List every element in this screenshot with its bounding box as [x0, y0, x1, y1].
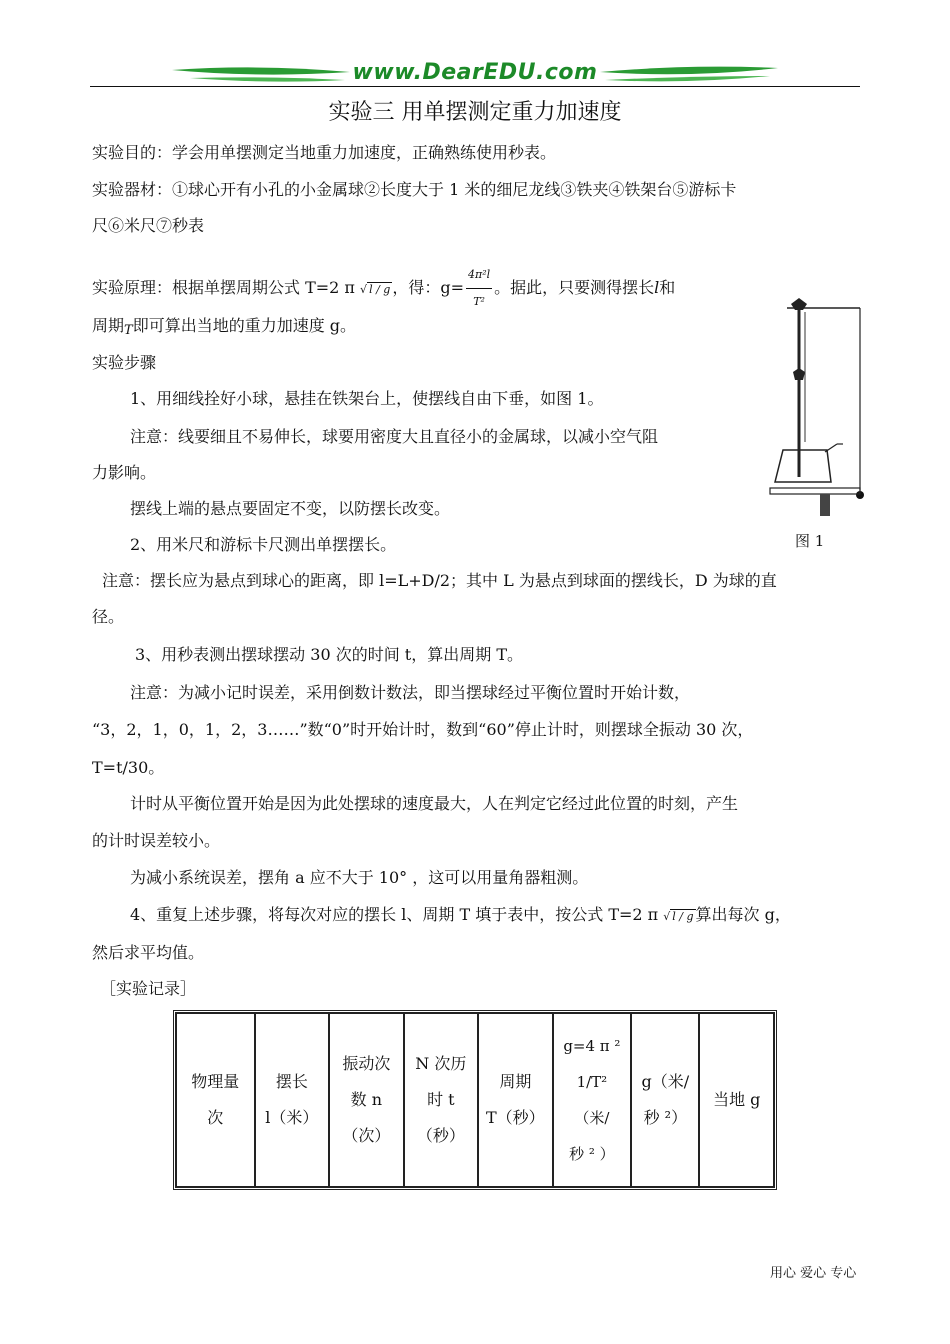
record-table — [173, 1010, 777, 1190]
principle-prefix: 实验原理：根据单摆周期公式 T=2 π — [92, 278, 361, 297]
step-2: 2、用米尺和游标卡尺测出单摆摆长。 — [130, 535, 397, 554]
figure-caption: 图 1 — [795, 532, 825, 550]
table-header-cell: N 次历 时 t （秒） — [404, 1013, 478, 1187]
principle-line2-suffix: 即可算出当地的重力加速度 g。 — [132, 316, 357, 335]
record-heading: ［实验记录］ — [100, 979, 197, 998]
purpose-line: 实验目的：学会用单摆测定当地重力加速度，正确熟练使用秒表。 — [92, 143, 557, 162]
table-header-cell: 周期 T（秒） — [478, 1013, 552, 1187]
timing-line-1: 计时从平衡位置开始是因为此处摆球的速度最大，人在判定它经过此位置的时刻，产生 — [130, 794, 739, 813]
note-2-line-1: 注意：摆长应为悬点到球心的距离，即 l=L+D/2；其中 L 为悬点到球面的摆线长，D 为球的直 — [102, 571, 777, 590]
principle-suffix: 。据此，只要测得摆长 — [494, 278, 655, 297]
principle-line-2 — [92, 316, 356, 341]
principle-line2-prefix: 周期 — [92, 316, 125, 335]
step-4-prefix: 4、重复上述步骤，将每次对应的摆长 l、周期 T 填于表中，按公式 T=2 π — [130, 905, 664, 924]
principle-mid: ，得：g= — [392, 278, 464, 297]
note-3-line-2: “3，2，1，0，1，2，3……”数“0”时开始计时，数到“60”停止计时，则摆球全振动 30 次， — [92, 720, 754, 739]
sqrt-formula-2: √ l / g — [663, 910, 694, 923]
timing-line-2: 的计时误差较小。 — [92, 831, 221, 850]
table-header-cell: 物理量 次 — [176, 1013, 255, 1187]
pendulum-figure — [765, 292, 875, 524]
step-1: 1、用细线拴好小球，悬挂在铁架台上，使摆线自由下垂，如图 1。 — [130, 389, 604, 408]
g-fraction — [466, 262, 492, 315]
sqrt-formula: √ l / g — [360, 283, 391, 296]
step-4-line-2: 然后求平均值。 — [92, 943, 205, 962]
table-header-cell: g=4 π ² 1/T² （米/ 秒 ² ） — [553, 1013, 632, 1187]
site-name: www.DearEDU.com — [352, 60, 598, 85]
note-2-line-2: 径。 — [92, 607, 125, 626]
note-1-line-1: 注意：线要细且不易伸长，球要用密度大且直径小的金属球，以减小空气阻 — [130, 427, 659, 446]
table-header-cell: 摆长 l（米） — [255, 1013, 329, 1187]
T-symbol: T — [124, 323, 133, 338]
angle-line: 为减小系统误差，摆角 a 应不大于 10° ，这可以用量角器粗测。 — [130, 868, 589, 887]
note-1-line-2: 力影响。 — [92, 463, 157, 482]
note-3-line-3: T=t/30。 — [92, 758, 165, 777]
steps-heading: 实验步骤 — [92, 353, 157, 372]
sqrt-radicand-2: l / g — [672, 910, 694, 923]
footer-slogan: 用心 爱心 专心 — [770, 1266, 857, 1281]
note-1-line-3: 摆线上端的悬点要固定不变，以防摆长改变。 — [130, 499, 451, 518]
table-header-cell: 当地 g — [699, 1013, 774, 1187]
l-symbol: l — [654, 278, 660, 297]
table-header-cell: 振动次 数 n （次） — [329, 1013, 403, 1187]
step-3: 3、用秒表测出摆球摆动 30 次的时间 t，算出周期 T。 — [135, 645, 523, 664]
principle-suffix-2: 和 — [659, 278, 676, 297]
principle-line — [92, 262, 675, 315]
fraction-denominator: T² — [473, 295, 485, 308]
page-title: 实验三 用单摆测定重力加速度 — [328, 100, 622, 125]
note-3-line-1: 注意：为减小记时误差，采用倒数计数法，即当摆球经过平衡位置时开始计数， — [130, 683, 691, 702]
fraction-numerator: 4π²l — [466, 262, 492, 289]
header-rule — [90, 86, 860, 87]
sqrt-radicand: l / g — [369, 283, 391, 296]
table-header-row — [176, 1013, 774, 1187]
materials-line-2: 尺⑥米尺⑦秒表 — [92, 216, 205, 235]
step-4 — [130, 903, 791, 929]
table-header-cell: g（米/ 秒 ²） — [631, 1013, 699, 1187]
materials-line-1: 实验器材：①球心开有小孔的小金属球②长度大于 1 米的细尼龙线③铁夹④铁架台⑤游标卡 — [92, 180, 737, 199]
step-4-suffix: 算出每次 g， — [695, 905, 791, 924]
